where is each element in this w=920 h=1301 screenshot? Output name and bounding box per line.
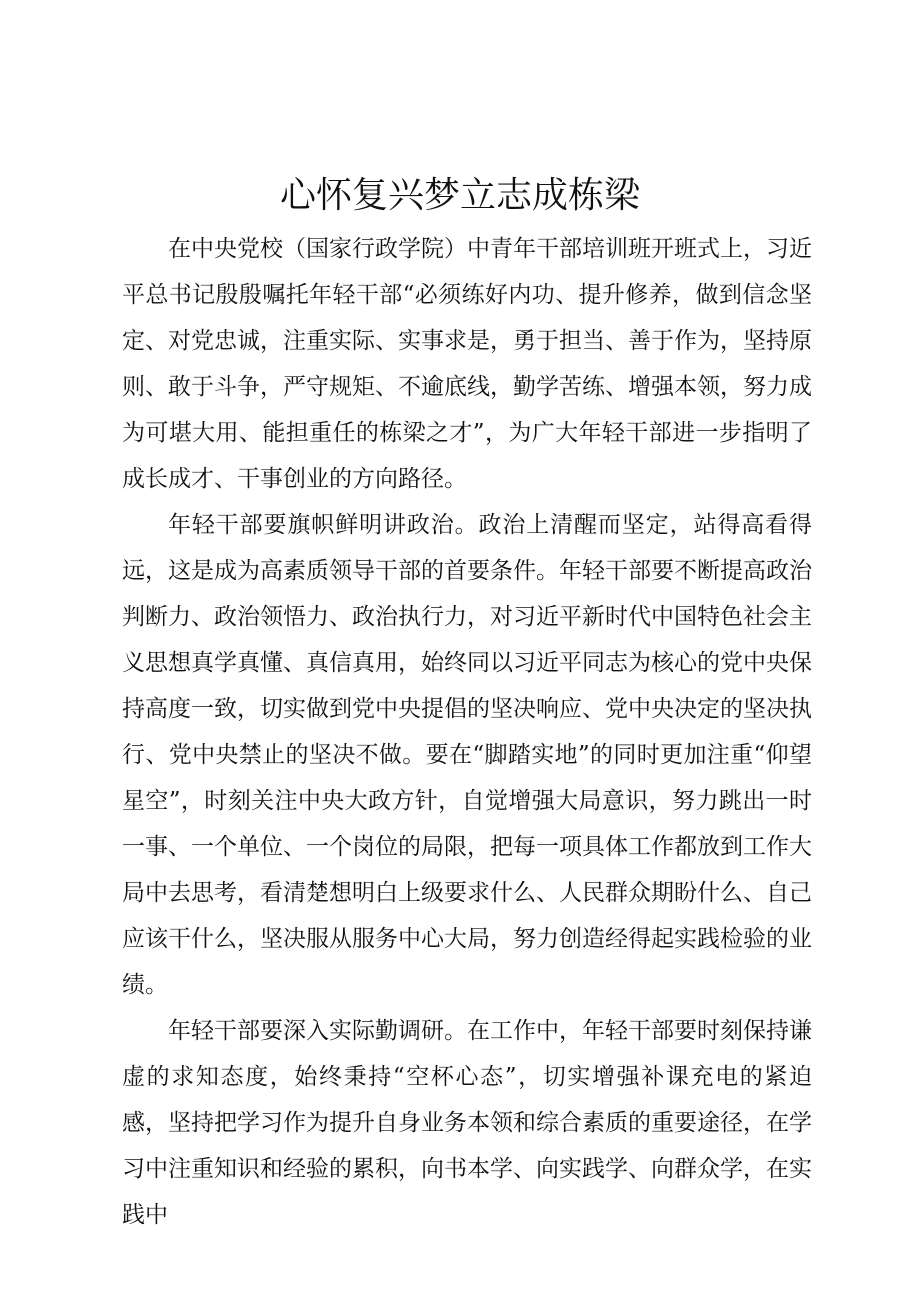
paragraph-3: 年轻干部要深入实际勤调研。在工作中，年轻干部要时刻保持谦虚的求知态度，始终秉持“空杯心态”，切实增强补课充电的紧迫感，坚持把学习作为提升自身业务本领和综合素质的重要途径，在学习中注重知识和经验的累积，向书本学、向实践学、向群众学，在实践中 [122, 1018, 812, 1228]
document-title: 心怀复兴梦立志成栋梁 [279, 175, 640, 216]
paragraph-1: 在中央党校（国家行政学院）中青年干部培训班开班式上，习近平总书记殷殷嘱托年轻干部“必须练好内功、提升修养，做到信念坚定、对党忠诚，注重实际、实事求是，勇于担当、善于作为，坚持原则、敢于斗争，严守规矩、不逾底线，勤学苦练、增强本领，努力成为可堪大用、能担重任的栋梁之才”，为广大年轻干部进一步指明了成长成才、干事创业的方向路径。 [122, 236, 812, 492]
paragraph-2: 年轻干部要旗帜鲜明讲政治。政治上清醒而坚定，站得高看得远，这是成为高素质领导干部的首要条件。年轻干部要不断提高政治判断力、政治领悟力、政治执行力，对习近平新时代中国特色社会主义思想真学真懂、真信真用，始终同以习近平同志为核心的党中央保持高度一致，切实做到党中央提倡的坚决响应、党中央决定的坚决执行、党中央禁止的坚决不做。要在“脚踏实地”的同时更加注重“仰望星空”，时刻关注中央大政方针，自觉增强大局意识，努力跳出一时一事、一个单位、一个岗位的局限，把每一项具体工作都放到工作大局中去思考，看清楚想明白上级要求什么、人民群众期盼什么、自己应该干什么，坚决服从服务中心大局，努力创造经得起实践检验的业绩。 [122, 512, 812, 998]
document-body [122, 226, 812, 1238]
